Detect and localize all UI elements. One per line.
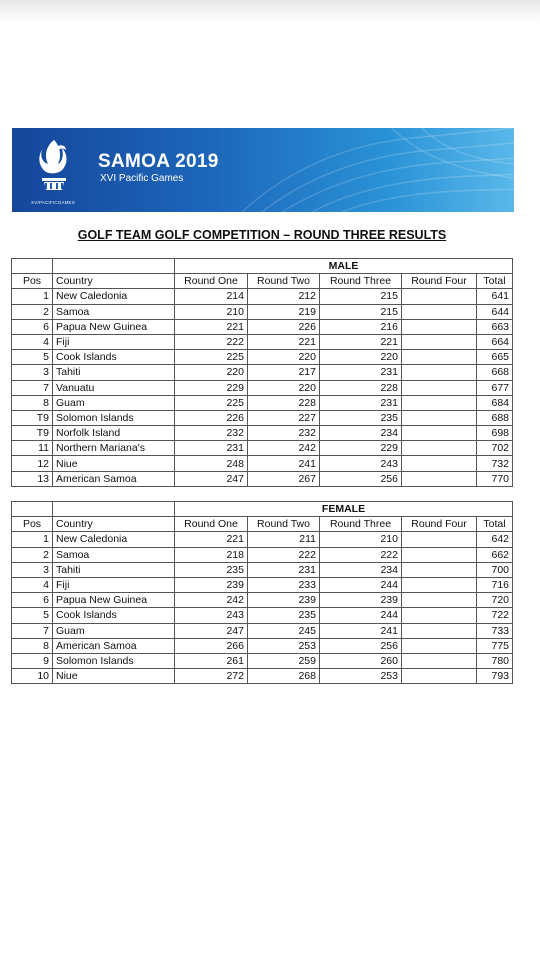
cell-round-two: 239 bbox=[248, 593, 320, 608]
cell-pos: 10 bbox=[12, 669, 53, 684]
table-row bbox=[12, 532, 513, 547]
cell-round-four bbox=[402, 395, 477, 410]
cell-round-three: 234 bbox=[320, 562, 402, 577]
cell-round-one: 248 bbox=[175, 456, 248, 471]
cell-round-two: 233 bbox=[248, 577, 320, 592]
female-results-table bbox=[11, 501, 513, 684]
cell-round-two: 217 bbox=[248, 365, 320, 380]
column-header-pos: Pos bbox=[12, 274, 53, 289]
cell-total: 722 bbox=[477, 608, 513, 623]
cell-round-four bbox=[402, 441, 477, 456]
cell-round-four bbox=[402, 593, 477, 608]
table-row bbox=[12, 350, 513, 365]
cell-round-four bbox=[402, 653, 477, 668]
cell-total: 668 bbox=[477, 365, 513, 380]
male-heading-row bbox=[12, 259, 513, 274]
cell-round-four bbox=[402, 577, 477, 592]
cell-round-one: 229 bbox=[175, 380, 248, 395]
top-shadow bbox=[0, 0, 540, 22]
cell-total: 770 bbox=[477, 471, 513, 486]
table-row bbox=[12, 334, 513, 349]
cell-round-one: 220 bbox=[175, 365, 248, 380]
cell-round-three: 228 bbox=[320, 380, 402, 395]
cell-pos: 7 bbox=[12, 380, 53, 395]
cell-round-three: 239 bbox=[320, 593, 402, 608]
cell-total: 720 bbox=[477, 593, 513, 608]
cell-round-one: 247 bbox=[175, 471, 248, 486]
cell-total: 733 bbox=[477, 623, 513, 638]
cell-round-two: 226 bbox=[248, 319, 320, 334]
table-row bbox=[12, 395, 513, 410]
cell-total: 665 bbox=[477, 350, 513, 365]
column-header-pos: Pos bbox=[12, 517, 53, 532]
cell-round-two: 219 bbox=[248, 304, 320, 319]
cell-total: 663 bbox=[477, 319, 513, 334]
cell-country: Tahiti bbox=[53, 562, 175, 577]
cell-round-one: 221 bbox=[175, 319, 248, 334]
cell-round-one: 235 bbox=[175, 562, 248, 577]
cell-round-one: 218 bbox=[175, 547, 248, 562]
cell-round-four bbox=[402, 608, 477, 623]
cell-round-one: 225 bbox=[175, 350, 248, 365]
cell-country: Tahiti bbox=[53, 365, 175, 380]
cell-round-three: 241 bbox=[320, 623, 402, 638]
cell-round-four bbox=[402, 319, 477, 334]
male-heading: MALE bbox=[175, 259, 513, 274]
cell-pos: 13 bbox=[12, 471, 53, 486]
cell-round-four bbox=[402, 350, 477, 365]
cell-round-three: 215 bbox=[320, 289, 402, 304]
cell-total: 677 bbox=[477, 380, 513, 395]
cell-round-two: 241 bbox=[248, 456, 320, 471]
games-banner bbox=[12, 128, 514, 212]
cell-country: Samoa bbox=[53, 304, 175, 319]
table-row bbox=[12, 426, 513, 441]
cell-pos: 5 bbox=[12, 608, 53, 623]
cell-round-two: 227 bbox=[248, 410, 320, 425]
cell-round-four bbox=[402, 289, 477, 304]
cell-country: Papua New Guinea bbox=[53, 319, 175, 334]
cell-round-three: 260 bbox=[320, 653, 402, 668]
banner-subtitle: XVI Pacific Games bbox=[100, 173, 184, 184]
cell-total: 793 bbox=[477, 669, 513, 684]
banner-title: SAMOA 2019 bbox=[98, 151, 219, 172]
cell-round-two: 235 bbox=[248, 608, 320, 623]
cell-pos: 7 bbox=[12, 623, 53, 638]
cell-round-one: 239 bbox=[175, 577, 248, 592]
cell-pos: 3 bbox=[12, 365, 53, 380]
cell-round-four bbox=[402, 410, 477, 425]
cell-total: 688 bbox=[477, 410, 513, 425]
table-row bbox=[12, 410, 513, 425]
cell-country: Guam bbox=[53, 623, 175, 638]
cell-round-three: 231 bbox=[320, 365, 402, 380]
cell-country: New Caledonia bbox=[53, 289, 175, 304]
column-header-round-two: Round Two bbox=[248, 517, 320, 532]
table-row bbox=[12, 593, 513, 608]
cell-pos: 4 bbox=[12, 334, 53, 349]
cell-round-three: 234 bbox=[320, 426, 402, 441]
cell-round-one: 222 bbox=[175, 334, 248, 349]
table-row bbox=[12, 623, 513, 638]
cell-round-one: 221 bbox=[175, 532, 248, 547]
cell-round-four bbox=[402, 334, 477, 349]
cell-total: 702 bbox=[477, 441, 513, 456]
cell-country: Cook Islands bbox=[53, 608, 175, 623]
cell-round-one: 210 bbox=[175, 304, 248, 319]
cell-round-one: 247 bbox=[175, 623, 248, 638]
cell-pos: 11 bbox=[12, 441, 53, 456]
cell-pos: T9 bbox=[12, 426, 53, 441]
cell-round-two: 228 bbox=[248, 395, 320, 410]
cell-pos: 8 bbox=[12, 638, 53, 653]
cell-round-three: 244 bbox=[320, 577, 402, 592]
cell-pos: 1 bbox=[12, 289, 53, 304]
cell-pos: 4 bbox=[12, 577, 53, 592]
cell-round-one: 272 bbox=[175, 669, 248, 684]
cell-country: Fiji bbox=[53, 577, 175, 592]
cell-country: Samoa bbox=[53, 547, 175, 562]
cell-country: Vanuatu bbox=[53, 380, 175, 395]
cell-round-three: 256 bbox=[320, 638, 402, 653]
cell-round-two: 220 bbox=[248, 380, 320, 395]
table-row bbox=[12, 471, 513, 486]
cell-country: Solomon Islands bbox=[53, 410, 175, 425]
cell-round-two: 221 bbox=[248, 334, 320, 349]
cell-round-three: 220 bbox=[320, 350, 402, 365]
cell-round-three: 231 bbox=[320, 395, 402, 410]
cell-round-one: 242 bbox=[175, 593, 248, 608]
logo-caption: XVIPACIFICGAMES bbox=[31, 200, 75, 205]
cell-total: 716 bbox=[477, 577, 513, 592]
column-header-round-three: Round Three bbox=[320, 517, 402, 532]
cell-total: 684 bbox=[477, 395, 513, 410]
cell-round-four bbox=[402, 304, 477, 319]
cell-round-two: 253 bbox=[248, 638, 320, 653]
cell-country: Solomon Islands bbox=[53, 653, 175, 668]
cell-round-four bbox=[402, 669, 477, 684]
cell-round-four bbox=[402, 380, 477, 395]
column-header-country: Country bbox=[53, 517, 175, 532]
cell-country: Niue bbox=[53, 669, 175, 684]
cell-round-three: 253 bbox=[320, 669, 402, 684]
cell-round-three: 222 bbox=[320, 547, 402, 562]
cell-total: 641 bbox=[477, 289, 513, 304]
cell-round-two: 232 bbox=[248, 426, 320, 441]
cell-round-one: 232 bbox=[175, 426, 248, 441]
cell-pos: 12 bbox=[12, 456, 53, 471]
cell-pos: 1 bbox=[12, 532, 53, 547]
cell-round-two: 245 bbox=[248, 623, 320, 638]
cell-total: 700 bbox=[477, 562, 513, 577]
cell-round-one: 225 bbox=[175, 395, 248, 410]
cell-round-four bbox=[402, 456, 477, 471]
column-header-total: Total bbox=[477, 517, 513, 532]
cell-round-two: 212 bbox=[248, 289, 320, 304]
cell-total: 780 bbox=[477, 653, 513, 668]
column-header-country: Country bbox=[53, 274, 175, 289]
cell-total: 662 bbox=[477, 547, 513, 562]
column-header-round-two: Round Two bbox=[248, 274, 320, 289]
banner-wave-pattern bbox=[12, 128, 514, 212]
cell-country: Papua New Guinea bbox=[53, 593, 175, 608]
cell-round-two: 231 bbox=[248, 562, 320, 577]
cell-total: 775 bbox=[477, 638, 513, 653]
table-row bbox=[12, 319, 513, 334]
female-heading: FEMALE bbox=[175, 502, 513, 517]
cell-pos: 3 bbox=[12, 562, 53, 577]
column-header-round-four: Round Four bbox=[402, 274, 477, 289]
column-header-total: Total bbox=[477, 274, 513, 289]
games-logo-icon bbox=[36, 136, 72, 200]
column-header-round-four: Round Four bbox=[402, 517, 477, 532]
table-row bbox=[12, 547, 513, 562]
cell-pos: 9 bbox=[12, 653, 53, 668]
cell-country: Fiji bbox=[53, 334, 175, 349]
cell-country: American Samoa bbox=[53, 638, 175, 653]
cell-round-three: 215 bbox=[320, 304, 402, 319]
table-row bbox=[12, 441, 513, 456]
cell-round-four bbox=[402, 623, 477, 638]
cell-country: American Samoa bbox=[53, 471, 175, 486]
cell-country: Norfolk Island bbox=[53, 426, 175, 441]
cell-country: Cook Islands bbox=[53, 350, 175, 365]
cell-total: 732 bbox=[477, 456, 513, 471]
cell-round-four bbox=[402, 562, 477, 577]
table-row bbox=[12, 653, 513, 668]
cell-round-two: 259 bbox=[248, 653, 320, 668]
cell-round-two: 268 bbox=[248, 669, 320, 684]
cell-round-one: 261 bbox=[175, 653, 248, 668]
cell-round-three: 256 bbox=[320, 471, 402, 486]
cell-round-one: 231 bbox=[175, 441, 248, 456]
cell-round-three: 243 bbox=[320, 456, 402, 471]
cell-total: 698 bbox=[477, 426, 513, 441]
cell-pos: 2 bbox=[12, 547, 53, 562]
cell-country: Niue bbox=[53, 456, 175, 471]
cell-round-four bbox=[402, 547, 477, 562]
cell-round-one: 266 bbox=[175, 638, 248, 653]
cell-round-three: 229 bbox=[320, 441, 402, 456]
table-row bbox=[12, 380, 513, 395]
female-column-header-row bbox=[12, 517, 513, 532]
table-row bbox=[12, 669, 513, 684]
table-row bbox=[12, 304, 513, 319]
cell-country: New Caledonia bbox=[53, 532, 175, 547]
cell-round-four bbox=[402, 638, 477, 653]
cell-pos: T9 bbox=[12, 410, 53, 425]
cell-country: Guam bbox=[53, 395, 175, 410]
cell-round-four bbox=[402, 426, 477, 441]
table-row bbox=[12, 577, 513, 592]
cell-round-three: 221 bbox=[320, 334, 402, 349]
table-row bbox=[12, 289, 513, 304]
cell-round-two: 242 bbox=[248, 441, 320, 456]
cell-round-four bbox=[402, 365, 477, 380]
table-row bbox=[12, 365, 513, 380]
table-row bbox=[12, 562, 513, 577]
column-header-round-three: Round Three bbox=[320, 274, 402, 289]
column-header-round-one: Round One bbox=[175, 274, 248, 289]
table-row bbox=[12, 456, 513, 471]
cell-total: 644 bbox=[477, 304, 513, 319]
cell-round-four bbox=[402, 471, 477, 486]
cell-round-two: 222 bbox=[248, 547, 320, 562]
column-header-round-one: Round One bbox=[175, 517, 248, 532]
cell-round-one: 243 bbox=[175, 608, 248, 623]
cell-pos: 6 bbox=[12, 319, 53, 334]
table-row bbox=[12, 638, 513, 653]
female-heading-row bbox=[12, 502, 513, 517]
cell-country: Northern Mariana's bbox=[53, 441, 175, 456]
cell-pos: 6 bbox=[12, 593, 53, 608]
cell-pos: 5 bbox=[12, 350, 53, 365]
document-title: GOLF TEAM GOLF COMPETITION – ROUND THREE RESULTS bbox=[77, 228, 447, 242]
cell-round-two: 211 bbox=[248, 532, 320, 547]
cell-round-three: 216 bbox=[320, 319, 402, 334]
cell-pos: 8 bbox=[12, 395, 53, 410]
cell-round-two: 267 bbox=[248, 471, 320, 486]
cell-round-three: 235 bbox=[320, 410, 402, 425]
cell-round-one: 226 bbox=[175, 410, 248, 425]
male-column-header-row bbox=[12, 274, 513, 289]
cell-round-one: 214 bbox=[175, 289, 248, 304]
male-results-table bbox=[11, 258, 513, 487]
cell-round-three: 210 bbox=[320, 532, 402, 547]
cell-round-four bbox=[402, 532, 477, 547]
cell-round-two: 220 bbox=[248, 350, 320, 365]
cell-total: 642 bbox=[477, 532, 513, 547]
table-row bbox=[12, 608, 513, 623]
cell-total: 664 bbox=[477, 334, 513, 349]
cell-round-three: 244 bbox=[320, 608, 402, 623]
cell-pos: 2 bbox=[12, 304, 53, 319]
